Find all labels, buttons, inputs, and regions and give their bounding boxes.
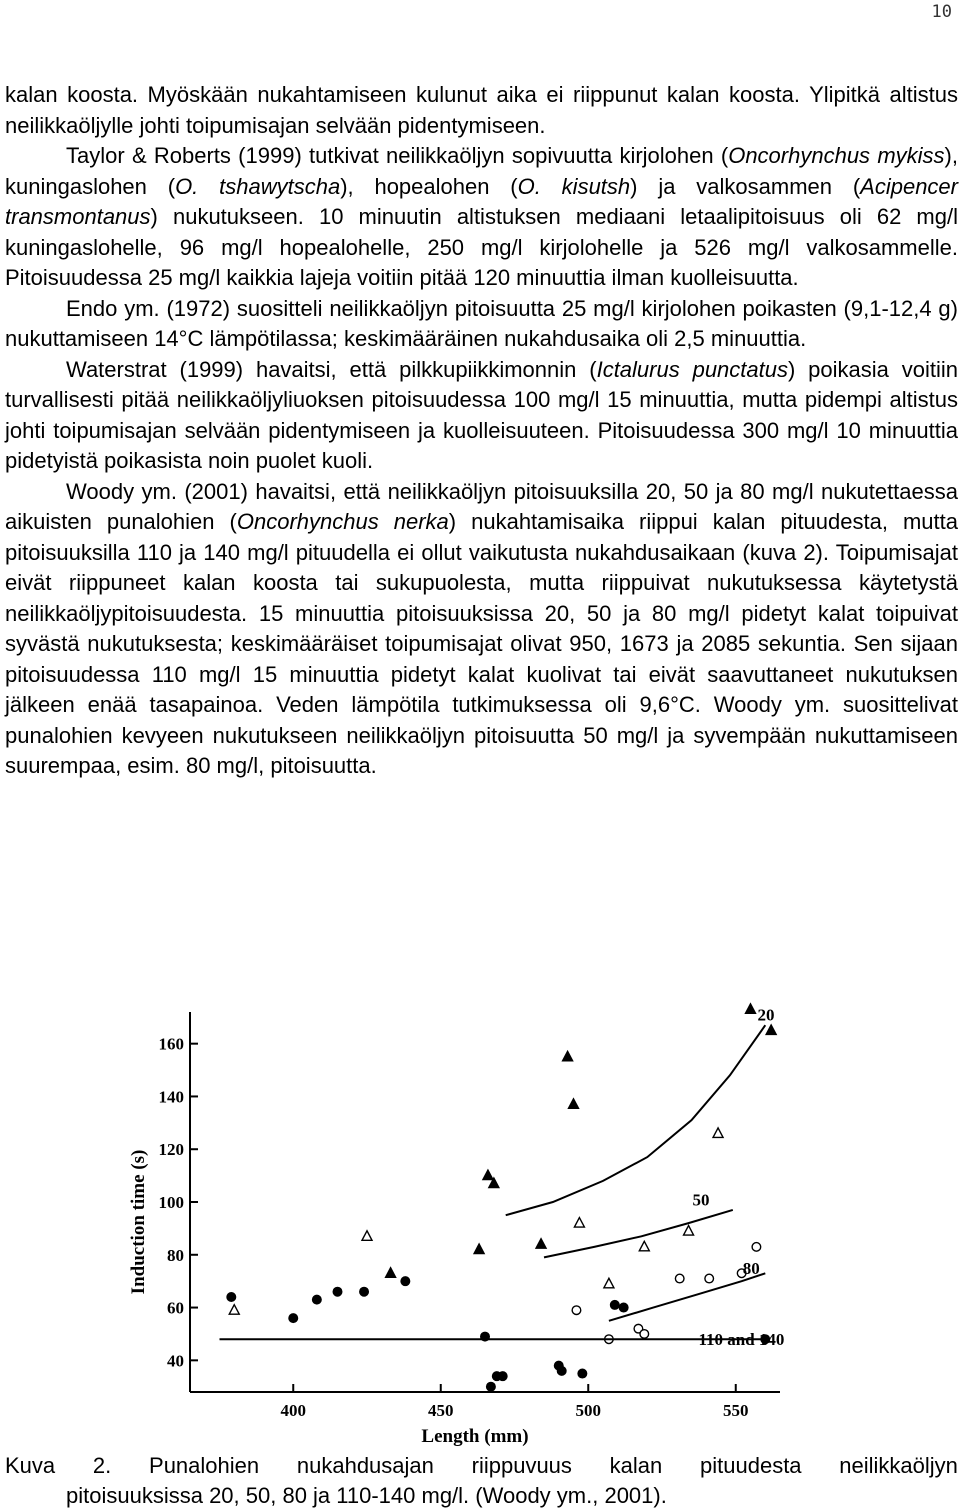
y-tick-label: 160 xyxy=(158,1034,184,1054)
data-point xyxy=(227,1293,236,1302)
data-point xyxy=(401,1277,410,1286)
x-tick-label: 500 xyxy=(575,1401,601,1420)
data-point xyxy=(483,1170,493,1180)
data-point xyxy=(487,1382,496,1391)
data-point xyxy=(705,1274,714,1283)
data-point xyxy=(639,1241,649,1251)
data-point xyxy=(713,1128,723,1138)
data-point xyxy=(619,1303,628,1312)
y-tick-label: 60 xyxy=(167,1298,184,1318)
data-point xyxy=(569,1099,579,1109)
data-point xyxy=(611,1301,620,1310)
caption-word: pituudesta xyxy=(700,1453,802,1478)
figure-caption xyxy=(5,1451,958,1511)
data-point xyxy=(572,1306,581,1315)
paragraph-2: Taylor & Roberts (1999) tutkivat neilikkaöljyn sopivuutta kirjolohen (Oncorhynchus mykiss), kuningaslohen (O. tshawytscha), hopealohen (O. kisutsh) ja valkosammen (Acipencer transmontanus) nukutukseen. 10 minuutin altistuksen mediaani letaalipitoisuus oli 62 mg/l kuningaslohelle, 96 mg/l hopealohelle, 250 mg/l kirjolohelle ja 526 mg/l valkosammelle. Pitoisuudessa 25 mg/l kaikkia lajeja voitiin pitää 120 minuuttia ilman kuolleisuutta. xyxy=(5,143,958,290)
paragraph-5: Woody ym. (2001) havaitsi, että neilikkaöljyn pitoisuuksilla 20, 50 ja 80 mg/l nukutettaessa aikuisten punalohien (Oncorhynchus nerka) nukahtamisaika riippui kalan pituudesta, mutta pitoisuuksilla 110 ja 140 mg/l pituudella ei ollut vaikutusta nukahdusaikaan (kuva 2). Toipumisajat eivät riippuneet kalan koosta tai sukupuolesta, mutta riippuivat nukutuksessa käytetystä neilikkaöljypitoisuudesta. 15 minuuttia pitoisuuksissa 20, 50 ja 80 mg/l pidetyt kalat toipuivat syvästä nukutuksesta; keskimääräiset toipumisajat olivat 950, 1673 ja 2085 sekuntia. Sen sijaan pitoisuudessa 110 mg/l 15 minuuttia pidetyt kalat kuolivat tai eivät saavuttaneet nukutuksen jälkeen enää tasapainoa. Veden lämpötila tutkimuksessa oli 9,6°C. Woody ym. suosittelivat punalohien kevyeen nukutukseen neilikkaöljyn pitoisuutta 50 mg/l ja syvempään nukuttamiseen suurempaa, esim. 80 mg/l, pitoisuutta. xyxy=(5,478,958,778)
data-point xyxy=(313,1295,322,1304)
series-label: 20 xyxy=(757,1005,775,1025)
series-label: 50 xyxy=(692,1190,710,1210)
data-point xyxy=(481,1332,490,1341)
page-number: 10 xyxy=(931,2,952,22)
figure-chart xyxy=(120,1000,810,1450)
x-axis-title: Length (mm) xyxy=(421,1426,529,1447)
paragraph-1: kalan koosta. Myöskään nukahtamiseen kulunut aika ei riippunut kalan koosta. Ylipitkä altistus neilikkaöljylle johti toipumisajan selvään pidentymiseen. xyxy=(5,82,958,138)
caption-word: neilikkaöljyn xyxy=(839,1453,958,1478)
data-point xyxy=(362,1231,372,1241)
x-tick-label: 450 xyxy=(428,1401,454,1420)
fit-line xyxy=(506,1025,766,1215)
caption-word: nukahdusajan xyxy=(296,1453,434,1478)
caption-line-2: pitoisuuksissa 20, 50, 80 ja 110-140 mg/l. (Woody ym., 2001). xyxy=(66,1483,667,1508)
fit-line xyxy=(609,1273,765,1321)
data-point xyxy=(229,1305,239,1315)
y-tick-label: 80 xyxy=(167,1245,184,1265)
data-point xyxy=(474,1244,484,1254)
data-point xyxy=(498,1372,507,1381)
data-point xyxy=(604,1278,614,1288)
x-tick-label: 550 xyxy=(723,1401,749,1420)
data-point xyxy=(563,1051,573,1061)
y-tick-label: 100 xyxy=(158,1193,184,1212)
y-tick-label: 140 xyxy=(158,1087,184,1107)
data-point xyxy=(289,1314,298,1323)
data-point xyxy=(386,1268,396,1278)
data-point xyxy=(746,1004,756,1014)
paragraph-4: Waterstrat (1999) havaitsi, että pilkkupiikkimonnin (Ictalurus punctatus) poikasia voitiin turvallisesti pitää neilikkaöljyliuoksen pitoisuudessa 100 mg/l 15 minuuttia, mutta pidempi altistus johti toipumisajan selvään pidentymiseen ja kuolleisuuteen. Pitoisuudessa 300 mg/l 10 minuuttia pidetyistä poikasista noin puolet kuoli. xyxy=(5,356,958,473)
data-point xyxy=(752,1243,761,1252)
paragraph-3: Endo ym. (1972) suositteli neilikkaöljyn pitoisuutta 25 mg/l kirjolohen poikasten (9,1-12,4 g) nukuttamiseen 14°C lämpötilassa; keskimääräinen nukahdusaika oli 2,5 minuuttia. xyxy=(5,295,958,351)
data-point xyxy=(684,1226,694,1236)
data-point xyxy=(640,1330,649,1339)
caption-word: riippuvuus xyxy=(471,1453,572,1478)
body-text xyxy=(5,80,958,782)
y-tick-label: 120 xyxy=(158,1140,184,1160)
data-point xyxy=(360,1287,369,1296)
y-axis-title: Induction time (s) xyxy=(128,1149,149,1295)
data-point xyxy=(766,1025,776,1035)
data-point xyxy=(675,1274,684,1283)
data-point xyxy=(578,1369,587,1378)
series-label: 80 xyxy=(742,1258,760,1278)
caption-word: 2. xyxy=(92,1453,112,1478)
caption-line-1 xyxy=(5,1451,958,1481)
caption-word: Kuva xyxy=(5,1453,56,1478)
scatter-chart xyxy=(120,1000,810,1450)
data-point xyxy=(333,1287,342,1296)
fit-line xyxy=(544,1210,733,1258)
series-label: 110 and 140 xyxy=(698,1330,785,1350)
data-point xyxy=(574,1218,584,1228)
caption-word: Punalohien xyxy=(149,1453,260,1478)
data-point xyxy=(557,1367,566,1376)
data-point xyxy=(536,1239,546,1249)
caption-word: kalan xyxy=(609,1453,663,1478)
y-tick-label: 40 xyxy=(167,1351,184,1371)
x-tick-label: 400 xyxy=(280,1401,306,1420)
